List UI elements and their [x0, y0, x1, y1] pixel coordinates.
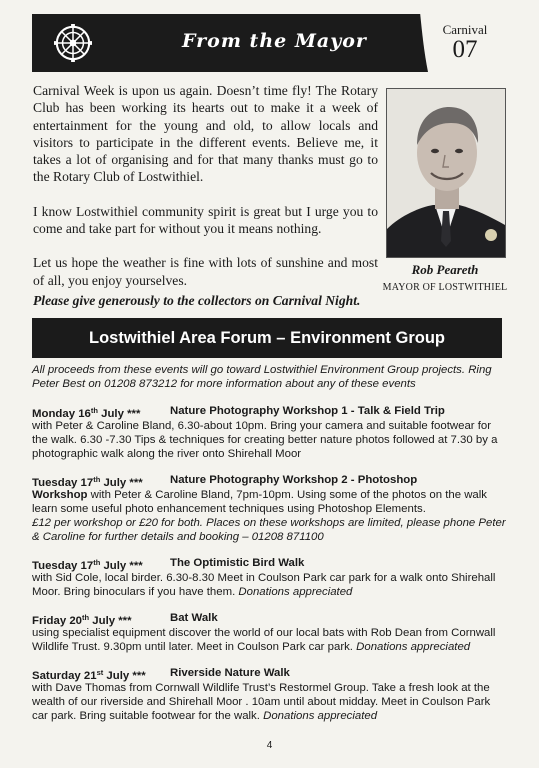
mayor-banner [32, 14, 502, 72]
environment-intro: All proceeds from these events will go toward Lostwithiel Environment Group projects. Ring Peter Best on 01208 873212 for more information about any of these events [32, 364, 492, 390]
event-header [32, 556, 506, 571]
event-title: The Optimistic Bird Walk [170, 557, 305, 569]
environment-heading: Lostwithiel Area Forum – Environment Group [32, 318, 502, 358]
event-note: Donations appreciated [356, 641, 471, 653]
event-date: Saturday 21st July *** [32, 668, 146, 682]
mayor-paragraph-1: Carnival Week is upon us again. Doesn’t time fly! The Rotary Club has been working its hearts out to make it a week of entertainment for the young and old, to allow locals and visitors to participate in the different events. Believe me, it takes a lot of organising and for that many thanks must go to the Rotary Club of Lostwithiel. [33, 83, 378, 185]
collection-appeal: Please give generously to the collectors on Carnival Night. [33, 293, 361, 308]
event-title: Bat Walk [170, 612, 218, 624]
mayor-portrait [386, 88, 506, 258]
event-note: Donations appreciated [263, 710, 378, 722]
event-date: Tuesday 17th July *** [32, 475, 143, 489]
event-description: with Peter & Caroline Bland, 6.30-about 10pm. Bring your camera and suitable footwear for the walk. 6.30 -7.30 Tips & techniques for creating better nature photos followed at 7.30 by a photographic walk along the river onto Shirehall Moor [32, 420, 498, 460]
banner-title: From the Mayor [182, 30, 367, 52]
portrait-illustration [387, 89, 505, 257]
event-description: with Dave Thomas from Cornwall Wildlife Trust’s Restormel Group. Take a fresh look at the wealth of our riverside and Shirehall Moor . 10am until about midday. Meet in Coulson Park car park. Bring suitable footwear for the walk. Donations appreciated [32, 682, 491, 722]
event-item [32, 473, 506, 544]
page-number: 4 [266, 740, 273, 751]
event-date: Friday 20th July *** [32, 613, 132, 627]
event-header [32, 611, 506, 626]
mayor-message [33, 82, 378, 306]
event-header [32, 666, 506, 681]
event-item [32, 611, 506, 654]
event-item [32, 556, 506, 599]
event-title: Nature Photography Workshop 2 - Photoshop [170, 474, 418, 486]
mayor-role: MAYOR OF LOSTWITHIEL [382, 282, 508, 293]
event-description: Workshop with Peter & Caroline Bland, 7pm-10pm. Using some of the photos on the walk learn some useful photo enhancement techniques using Photoshop Elements. [32, 489, 487, 515]
event-note: £12 per workshop or £20 for both. Places on these workshops are limited, please phone Peter & Caroline for further details and booking – 01208 871100 [32, 517, 506, 543]
carnival-number: 07 [452, 36, 478, 63]
event-title-continued: Workshop [32, 489, 88, 501]
event-header [32, 473, 506, 488]
event-title: Nature Photography Workshop 1 - Talk & Field Trip [170, 405, 445, 417]
event-date: Tuesday 17th July *** [32, 558, 143, 572]
rotary-wheel-icon [54, 24, 92, 62]
event-description: with Sid Cole, local birder. 6.30-8.30 Meet in Coulson Park car park for a walk onto Shirehall Moor. Bring binoculars if you have them. Donations appreciated [32, 572, 496, 598]
event-note: Donations appreciated [238, 586, 353, 598]
event-header [32, 404, 506, 419]
event-date: Monday 16th July *** [32, 406, 141, 420]
event-item [32, 404, 506, 461]
mayor-name: Rob Peareth [411, 262, 479, 277]
carnival-label: Carnival [442, 22, 488, 37]
event-description: using specialist equipment discover the world of our local bats with Rob Dean from Cornwall Wildlife Trust. 9.30pm until later. Meet in Coulson Park car park. Donations appreciated [32, 627, 496, 653]
mayor-paragraph-2: I know Lostwithiel community spirit is great but I urge you to come and take part for without you it means nothing. [33, 203, 378, 237]
event-title: Riverside Nature Walk [170, 667, 290, 679]
event-item [32, 666, 506, 723]
mayor-paragraph-3: Let us hope the weather is fine with lots of sunshine and most of all, you enjoy yourselves. [33, 255, 378, 288]
